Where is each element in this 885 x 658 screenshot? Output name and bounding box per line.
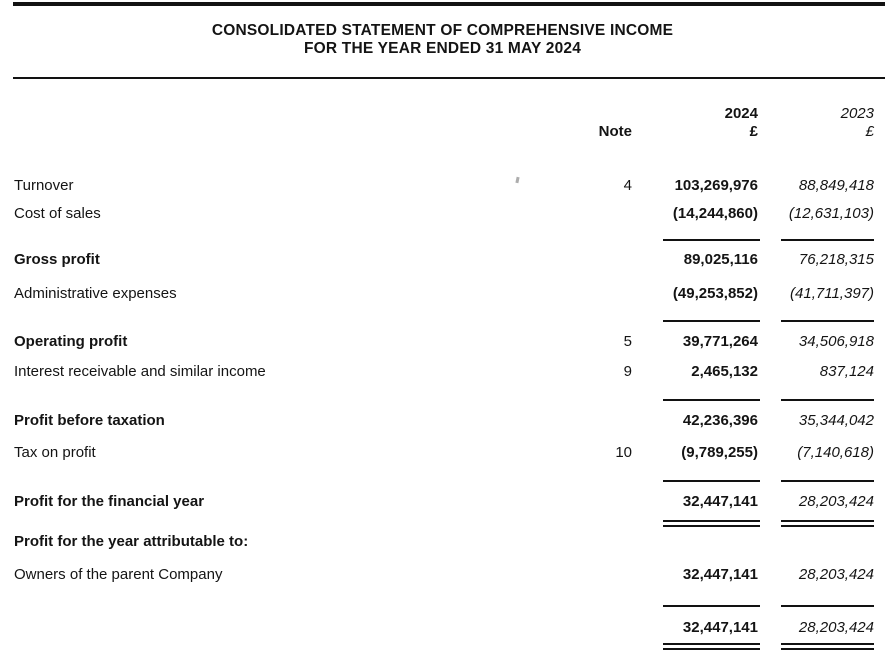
note-ref: 4 bbox=[623, 177, 632, 194]
total-double-rule-bottom bbox=[0, 643, 885, 650]
amount-2024: 32,447,141 bbox=[682, 619, 758, 636]
total-double-rule-profit-for-year bbox=[0, 520, 885, 527]
double-underline-2023 bbox=[781, 520, 874, 527]
column-header-note: Note bbox=[598, 123, 632, 140]
amount-2024: (14,244,860) bbox=[672, 205, 758, 222]
column-header-2023: 2023 bbox=[840, 105, 874, 122]
amount-2023: 34,506,918 bbox=[798, 333, 874, 350]
row-label: Operating profit bbox=[14, 333, 128, 350]
double-underline-2024 bbox=[663, 520, 760, 527]
amount-2024: (49,253,852) bbox=[672, 285, 758, 302]
row-tax-on-profit bbox=[0, 444, 885, 461]
underline-2024 bbox=[663, 239, 760, 241]
note-ref: 10 bbox=[615, 444, 632, 461]
column-header-2024: 2024 bbox=[724, 105, 758, 122]
amount-2024: 39,771,264 bbox=[682, 333, 758, 350]
amount-2024: (9,789,255) bbox=[681, 444, 758, 461]
amount-2024: 103,269,976 bbox=[674, 177, 758, 194]
row-owners-of-parent bbox=[0, 566, 885, 583]
row-label: Profit before taxation bbox=[14, 412, 165, 429]
row-label: Gross profit bbox=[14, 251, 100, 268]
note-ref: 5 bbox=[623, 333, 632, 350]
amount-2024: 2,465,132 bbox=[691, 363, 758, 380]
amount-2023: 76,218,315 bbox=[798, 251, 874, 268]
amount-2023: (12,631,103) bbox=[788, 205, 874, 222]
underline-2024 bbox=[663, 605, 760, 607]
row-label: Cost of sales bbox=[14, 205, 101, 222]
underline-2023 bbox=[781, 605, 874, 607]
note-ref: 9 bbox=[623, 363, 632, 380]
amount-2023: (7,140,618) bbox=[797, 444, 874, 461]
row-attributable-heading bbox=[0, 533, 885, 550]
row-profit-for-financial-year bbox=[0, 493, 885, 510]
double-underline-2024 bbox=[663, 643, 760, 650]
subtotal-rule-profit-for-year bbox=[0, 480, 885, 482]
statement-title bbox=[0, 22, 885, 57]
underline-2024 bbox=[663, 480, 760, 482]
underline-2023 bbox=[781, 239, 874, 241]
row-interest-receivable bbox=[0, 363, 885, 380]
title-line-1: CONSOLIDATED STATEMENT OF COMPREHENSIVE INCOME bbox=[211, 22, 674, 39]
currency-symbol-2024: £ bbox=[749, 123, 758, 140]
currency-symbol-2023: £ bbox=[865, 123, 874, 140]
row-administrative-expenses bbox=[0, 285, 885, 302]
amount-2023: 88,849,418 bbox=[798, 177, 874, 194]
subtotal-rule-attributable-total bbox=[0, 605, 885, 607]
column-header-year-row bbox=[0, 105, 885, 122]
amount-2023: 28,203,424 bbox=[798, 566, 874, 583]
subtotal-rule-operating-profit bbox=[0, 320, 885, 322]
underline-2023 bbox=[781, 399, 874, 401]
column-header-note-row bbox=[0, 123, 885, 140]
row-label: Interest receivable and similar income bbox=[14, 363, 266, 380]
subtotal-rule-gross-profit bbox=[0, 239, 885, 241]
title-line-2: FOR THE YEAR ENDED 31 MAY 2024 bbox=[303, 39, 582, 57]
row-label: Administrative expenses bbox=[14, 285, 177, 302]
double-underline-2023 bbox=[781, 643, 874, 650]
row-operating-profit bbox=[0, 333, 885, 350]
subtotal-rule-profit-before-tax bbox=[0, 399, 885, 401]
row-label: Profit for the year attributable to: bbox=[14, 533, 249, 550]
underline-2024 bbox=[663, 320, 760, 322]
row-profit-before-taxation bbox=[0, 412, 885, 429]
page-top-rule bbox=[13, 2, 885, 6]
header-divider-rule bbox=[13, 77, 885, 79]
amount-2023: 837,124 bbox=[819, 363, 874, 380]
row-cost-of-sales bbox=[0, 205, 885, 222]
row-label: Profit for the financial year bbox=[14, 493, 205, 510]
amount-2023: 28,203,424 bbox=[798, 493, 874, 510]
row-attributable-total bbox=[0, 619, 885, 636]
amount-2024: 89,025,116 bbox=[683, 251, 758, 268]
amount-2023: (41,711,397) bbox=[790, 285, 874, 302]
amount-2023: 35,344,042 bbox=[798, 412, 874, 429]
underline-2023 bbox=[781, 480, 874, 482]
amount-2024: 32,447,141 bbox=[682, 566, 758, 583]
amount-2023: 28,203,424 bbox=[798, 619, 874, 636]
row-label: Owners of the parent Company bbox=[14, 566, 223, 583]
row-label: Turnover bbox=[14, 177, 74, 194]
underline-2024 bbox=[663, 399, 760, 401]
row-gross-profit bbox=[0, 251, 885, 268]
underline-2023 bbox=[781, 320, 874, 322]
row-turnover bbox=[0, 177, 885, 194]
amount-2024: 32,447,141 bbox=[682, 493, 758, 510]
row-label: Tax on profit bbox=[14, 444, 96, 461]
amount-2024: 42,236,396 bbox=[682, 412, 758, 429]
